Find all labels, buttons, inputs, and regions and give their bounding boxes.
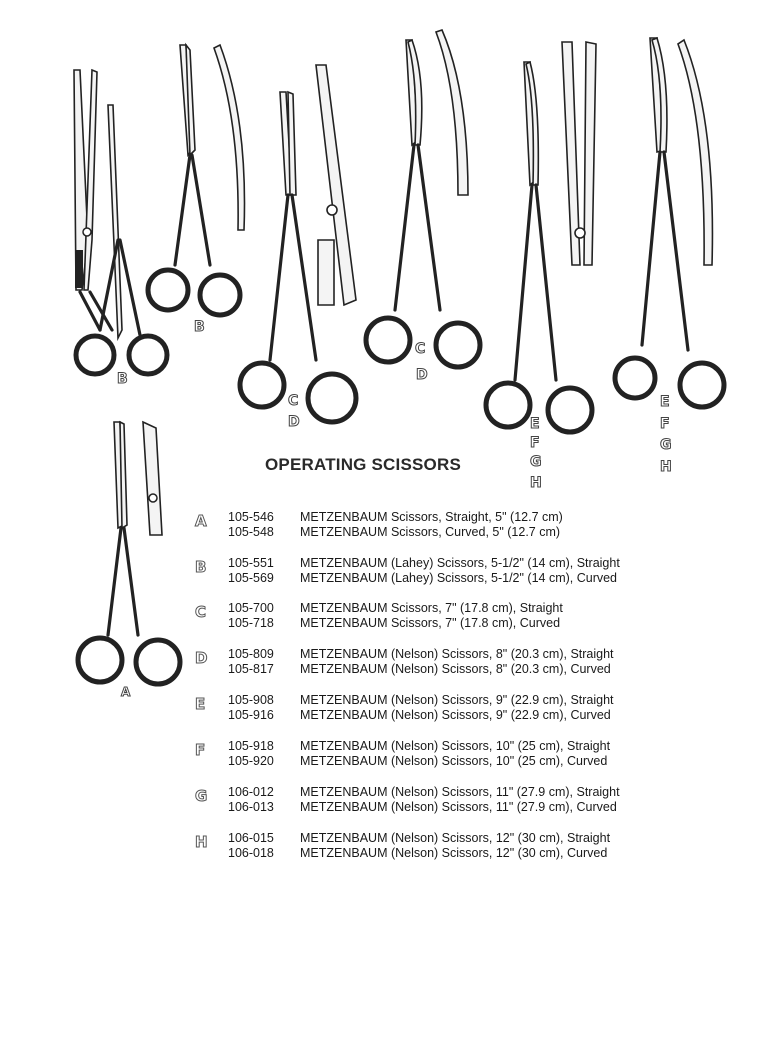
- catalog-group-h: [0, 830, 780, 866]
- item-description: METZENBAUM Scissors, 7" (17.8 cm), Straight: [300, 601, 563, 615]
- item-code: 105-809: [228, 647, 274, 661]
- scissors-efgh-middle-illustration: [486, 42, 596, 432]
- illustration-label-h-middle: H: [530, 475, 542, 491]
- group-letter: C: [195, 603, 207, 621]
- item-code: 105-548: [228, 525, 274, 539]
- item-description: METZENBAUM (Nelson) Scissors, 8" (20.3 cm), Curved: [300, 662, 611, 676]
- illustration-label-d-left: D: [288, 414, 300, 430]
- item-code: 105-918: [228, 739, 274, 753]
- item-code: 106-015: [228, 831, 274, 845]
- item-code: 105-920: [228, 754, 274, 768]
- scissors-efgh-long-illustration: [615, 38, 724, 407]
- group-letter: A: [195, 512, 207, 530]
- illustration-label-g-middle: G: [530, 454, 542, 470]
- item-code: 105-916: [228, 708, 274, 722]
- group-letter: H: [195, 833, 208, 851]
- item-code: 105-700: [228, 601, 274, 615]
- item-description: METZENBAUM (Nelson) Scissors, 10" (25 cm), Curved: [300, 754, 608, 768]
- item-code: 105-908: [228, 693, 274, 707]
- item-description: METZENBAUM (Nelson) Scissors, 11" (27.9 cm), Straight: [300, 785, 620, 799]
- group-letter: G: [195, 787, 208, 805]
- scissors-b-small-illustration: [74, 70, 167, 374]
- scissors-c-illustration: [240, 65, 356, 422]
- item-description: METZENBAUM (Nelson) Scissors, 9" (22.9 cm), Straight: [300, 693, 614, 707]
- group-letter: E: [195, 695, 206, 713]
- item-code: 106-012: [228, 785, 274, 799]
- scissors-d-illustration: [366, 30, 480, 367]
- illustration-label-g-long: G: [660, 437, 672, 453]
- item-description: METZENBAUM Scissors, Curved, 5" (12.7 cm): [300, 525, 561, 539]
- group-letter: F: [195, 741, 206, 759]
- catalog-group-g: [0, 784, 780, 820]
- scissors-b-upper-illustration: [148, 45, 245, 315]
- catalog-group-f: [0, 738, 780, 774]
- illustration-label-b-upper: B: [194, 319, 205, 335]
- item-code: 105-718: [228, 616, 274, 630]
- group-letter: D: [195, 649, 208, 667]
- item-code: 105-551: [228, 556, 274, 570]
- item-description: METZENBAUM (Nelson) Scissors, 11" (27.9 cm), Curved: [300, 800, 617, 814]
- illustration-label-f-middle: F: [530, 435, 540, 451]
- catalog-group-e: [0, 692, 780, 728]
- item-description: METZENBAUM (Nelson) Scissors, 12" (30 cm), Curved: [300, 846, 608, 860]
- item-description: METZENBAUM (Lahey) Scissors, 5-1/2" (14 cm), Curved: [300, 571, 618, 585]
- item-description: METZENBAUM (Lahey) Scissors, 5-1/2" (14 cm), Straight: [300, 556, 620, 570]
- item-description: METZENBAUM (Nelson) Scissors, 12" (30 cm), Straight: [300, 831, 611, 845]
- catalog-group-a: [0, 509, 780, 545]
- catalog-group-d: [0, 646, 780, 682]
- illustration-label-e-middle: E: [530, 416, 540, 432]
- group-letter: B: [195, 558, 207, 576]
- page-title: OPERATING SCISSORS: [265, 455, 461, 474]
- illustration-label-b-small: B: [117, 371, 128, 387]
- item-description: METZENBAUM Scissors, Straight, 5" (12.7 cm): [300, 510, 563, 524]
- item-code: 106-013: [228, 800, 274, 814]
- catalog-group-c: [0, 600, 780, 636]
- item-code: 105-817: [228, 662, 274, 676]
- item-code: 105-569: [228, 571, 274, 585]
- item-description: METZENBAUM Scissors, 7" (17.8 cm), Curved: [300, 616, 561, 630]
- illustration-label-h-long: H: [660, 459, 672, 475]
- illustration-label-d-right: D: [416, 367, 428, 383]
- catalog-group-b: [0, 555, 780, 591]
- item-description: METZENBAUM (Nelson) Scissors, 8" (20.3 cm), Straight: [300, 647, 614, 661]
- item-code: 105-546: [228, 510, 274, 524]
- illustration-label-c-left: C: [288, 393, 299, 409]
- item-description: METZENBAUM (Nelson) Scissors, 9" (22.9 cm), Curved: [300, 708, 611, 722]
- item-description: METZENBAUM (Nelson) Scissors, 10" (25 cm), Straight: [300, 739, 611, 753]
- illustration-label-e-long: E: [660, 394, 670, 410]
- illustration-label-a: A: [121, 685, 131, 699]
- illustration-label-c-right: C: [415, 341, 426, 357]
- item-code: 106-018: [228, 846, 274, 860]
- scissors-a-illustration: [78, 422, 180, 684]
- illustration-label-f-long: F: [660, 416, 670, 432]
